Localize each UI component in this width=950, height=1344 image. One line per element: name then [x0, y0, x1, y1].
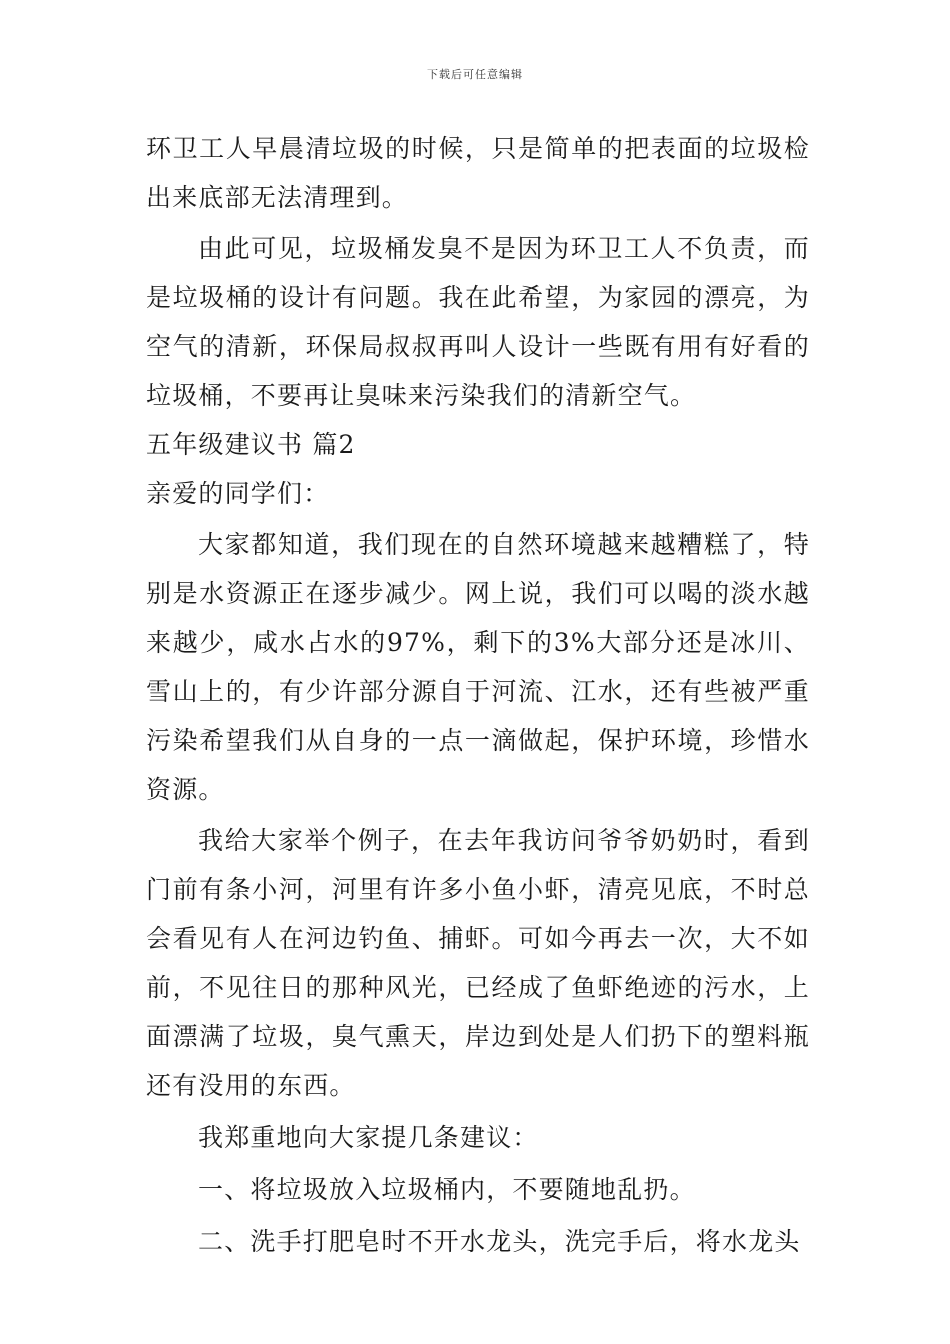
suggestion-1: 一、将垃圾放入垃圾桶内，不要随地乱扔。 — [198, 1175, 696, 1204]
paragraph-5: 我郑重地向大家提几条建议： — [198, 1123, 539, 1152]
page-header: 下载后可任意编辑 — [427, 68, 523, 81]
section-title: 五年级建议书 篇2 — [146, 430, 356, 459]
paragraph-2: 由此可见，垃圾桶发臭不是因为环卫工人不负责，而是垃圾桶的设计有问题。我在此希望，为家园的漂亮，为空气的清新，环保局叔叔再叫人设计一些既有用有好看的垃圾桶，不要再让臭味来污染我们的清新空气。 — [146, 234, 810, 410]
suggestion-2: 二、洗手打肥皂时不开水龙头，洗完手后，将水龙头 — [198, 1227, 801, 1256]
paragraph-4: 我给大家举个例子，在去年我访问爷爷奶奶时，看到门前有条小河，河里有许多小鱼小虾，清亮见底，不时总会看见有人在河边钓鱼、捕虾。可如今再去一次，大不如前，不见往日的那种风光，已经成了鱼虾绝迹的污水，上面漂满了垃圾，臭气熏天，岸边到处是人们扔下的塑料瓶还有没用的东西。 — [146, 826, 810, 1100]
paragraph-3: 大家都知道，我们现在的自然环境越来越糟糕了，特别是水资源正在逐步减少。网上说，我们可以喝的淡水越来越少，咸水占水的97%，剩下的3%大部分还是冰川、雪山上的，有少许部分源自于河流、江水，还有些被严重污染希望我们从自身的一点一滴做起，保护环境，珍惜水资源。 — [146, 530, 810, 804]
paragraph-1: 环卫工人早晨清垃圾的时候，只是简单的把表面的垃圾检出来底部无法清理到。 — [146, 134, 810, 212]
salutation: 亲爱的同学们： — [146, 479, 330, 508]
document-body — [146, 124, 810, 1266]
